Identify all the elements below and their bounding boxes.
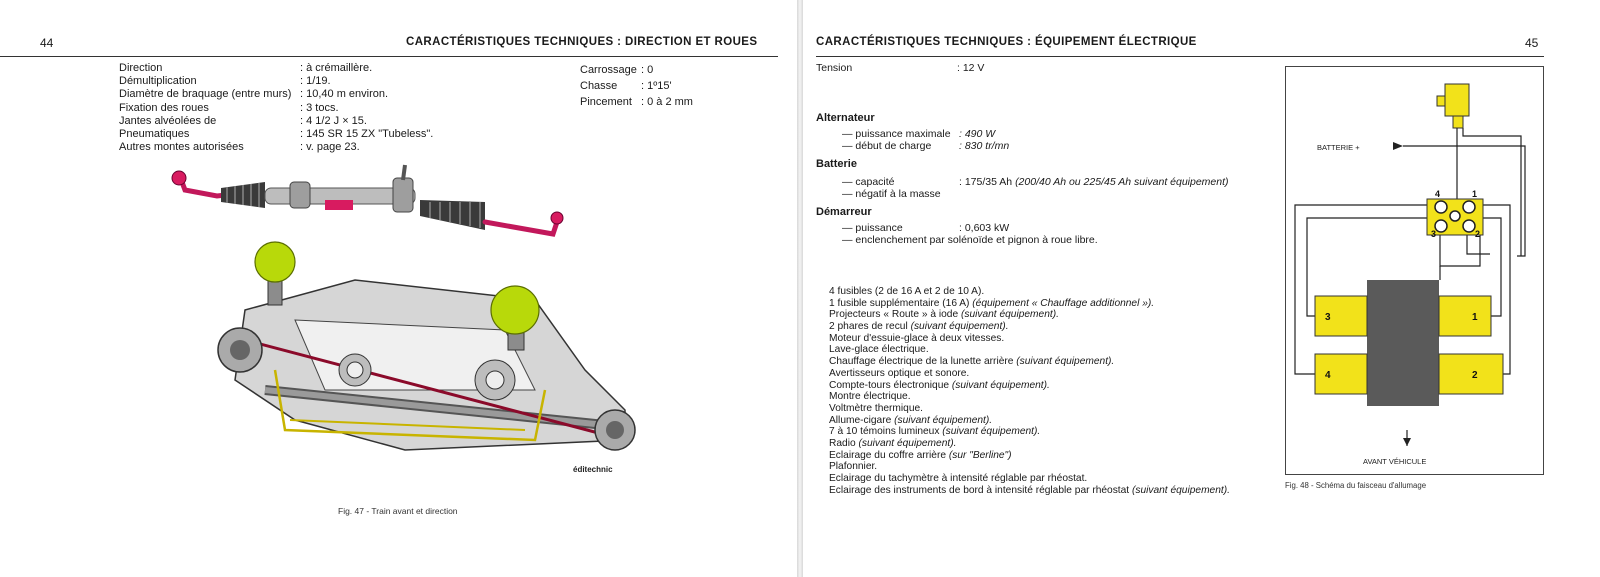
feature-note: (suivant équipement). — [960, 309, 1059, 321]
alternator-charge-start-value: : 830 tr/mn — [959, 140, 1010, 152]
diagram-frame — [1286, 67, 1544, 475]
starter-title: Démarreur — [816, 206, 872, 218]
list-item — [829, 298, 1230, 310]
tension-label: Tension — [816, 62, 853, 74]
feature-text: Montre électrique. — [829, 391, 911, 403]
feature-text: Chauffage électrique de la lunette arrière — [829, 356, 1017, 368]
coil-label-2: 2 — [1472, 370, 1478, 381]
feature-text: Allume-cigare — [829, 414, 895, 426]
spec-label: Démultiplication — [119, 75, 197, 88]
spark-coil-2 — [1439, 354, 1503, 394]
feature-text: Plafonnier. — [829, 461, 878, 473]
alternator-max-power-label: — puissance maximale — [842, 128, 951, 140]
feature-text: Eclairage du coffre arrière — [829, 449, 949, 461]
starter-power-value: : 0,603 kW — [959, 222, 1010, 234]
list-item — [829, 415, 1230, 427]
feature-note: (suivant équipement). — [894, 414, 993, 426]
feature-text: Projecteurs « Route » à iode — [829, 309, 961, 321]
steering-rack-illustration — [165, 160, 585, 250]
geometry-label: Carrossage — [580, 64, 637, 76]
feature-text: Avertisseurs optique et sonore. — [829, 367, 970, 379]
right-page-header: CARACTÉRISTIQUES TECHNIQUES : ÉQUIPEMENT ÉLECTRIQUE — [816, 36, 1197, 48]
feature-note: (suivant équipement). — [951, 379, 1050, 391]
geometry-value: : 0 — [641, 64, 654, 76]
page-number-left: 44 — [40, 36, 54, 50]
geometry-value: : 0 à 2 mm — [641, 96, 693, 108]
geometry-label: Chasse — [580, 80, 618, 92]
alternator-max-power-value: : 490 W — [959, 128, 996, 140]
header-rule-right — [816, 56, 1544, 57]
rack-boot-left — [221, 182, 265, 208]
figure-48-caption: Fig. 48 - Schéma du faisceau d'allumage — [1285, 481, 1427, 490]
list-item — [829, 356, 1230, 368]
list-item — [829, 426, 1230, 438]
specs-table — [119, 62, 433, 154]
features-list — [829, 286, 1230, 496]
feature-note: (suivant équipement). — [910, 321, 1009, 333]
spec-label: Pneumatiques — [119, 127, 190, 140]
spec-value: : 145 SR 15 ZX "Tubeless". — [300, 127, 434, 140]
left-page-header: CARACTÉRISTIQUES TECHNIQUES : DIRECTION ET ROUES — [406, 36, 758, 48]
feature-note: (suivant équipement). — [942, 426, 1041, 438]
starter-power-label: — puissance — [842, 222, 903, 234]
spec-row — [119, 115, 433, 128]
alternator-title: Alternateur — [816, 112, 875, 124]
list-item — [829, 485, 1230, 497]
list-item — [829, 286, 1230, 298]
battery-capacity-label: — capacité — [842, 176, 895, 188]
list-item — [829, 309, 1230, 321]
spec-label: Fixation des roues — [119, 101, 209, 114]
feature-note: (équipement « Chauffage additionnel »). — [972, 297, 1155, 309]
spring-top-left — [255, 242, 295, 305]
rack-boot-right — [420, 200, 485, 230]
feature-note: (sur "Berline") — [948, 449, 1012, 461]
feature-text: Lave-glace électrique. — [829, 344, 929, 356]
battery-capacity-number: : 175/35 Ah — [959, 176, 1013, 188]
list-item — [829, 450, 1230, 462]
terminal-label-1: 1 — [1472, 189, 1478, 199]
feature-text: Voltmètre thermique. — [829, 402, 923, 414]
list-item — [829, 391, 1230, 403]
list-item — [829, 321, 1230, 333]
geometry-row — [580, 78, 693, 94]
spec-label: Direction — [119, 62, 163, 74]
spark-coil-1 — [1439, 296, 1491, 336]
battery-ground-note: — négatif à la masse — [842, 188, 941, 200]
list-item — [829, 403, 1230, 415]
spec-row — [119, 102, 433, 115]
terminal-label-2: 2 — [1475, 229, 1481, 239]
page-number-right: 45 — [1525, 36, 1539, 50]
front-axle-illustration — [205, 240, 655, 490]
list-item — [829, 380, 1230, 392]
list-item — [829, 333, 1230, 345]
list-item — [829, 344, 1230, 356]
right-page — [803, 0, 1600, 577]
header-rule-left — [0, 56, 778, 57]
coil-label-4: 4 — [1325, 370, 1331, 381]
battery-capacity-note: (200/40 Ah ou 225/45 Ah suivant équipement) — [1015, 176, 1229, 188]
battery-label: BATTERIE + — [1317, 143, 1360, 152]
tension-value: : 12 V — [957, 62, 985, 74]
spark-coil-3 — [1315, 296, 1367, 336]
coil-label-1: 1 — [1472, 312, 1478, 323]
spec-value: : v. page 23. — [300, 141, 360, 154]
rack-tie-rod-right — [485, 212, 563, 234]
spec-value: : 4 1/2 J × 15. — [300, 114, 367, 127]
geometry-table — [580, 62, 693, 110]
battery-title: Batterie — [816, 158, 857, 170]
editechnic-mark: éditechnic — [573, 465, 613, 474]
starter-engagement-note: — enclenchement par solénoïde et pignon à roue libre. — [842, 234, 1098, 246]
geometry-label: Pincement — [580, 96, 632, 108]
hub-left — [218, 328, 262, 372]
engine-block — [1367, 280, 1439, 406]
spark-coil-4 — [1315, 354, 1367, 394]
terminal-label-3: 3 — [1431, 229, 1437, 239]
geometry-row — [580, 62, 693, 78]
spec-value: : à crémaillère. — [300, 62, 373, 74]
figure-47-caption: Fig. 47 - Train avant et direction — [338, 506, 458, 516]
coil-label-3: 3 — [1325, 312, 1331, 323]
left-page — [0, 0, 797, 577]
list-item — [829, 368, 1230, 380]
feature-text: 2 phares de recul — [829, 321, 911, 333]
ignition-wiring-diagram — [1285, 66, 1545, 476]
geometry-value: : 1º15' — [641, 80, 672, 92]
terminal-label-4: 4 — [1435, 189, 1441, 199]
geometry-row — [580, 94, 693, 110]
spec-row — [119, 141, 433, 154]
list-item — [829, 461, 1230, 473]
spec-row — [119, 88, 433, 101]
spec-value: : 10,40 m environ. — [300, 88, 389, 101]
feature-text: Eclairage du tachymètre à intensité réglable par rhéostat. — [829, 473, 1088, 484]
feature-note: (suivant équipement). — [858, 437, 957, 449]
hub-right — [595, 410, 635, 450]
spec-label: Autres montes autorisées — [119, 141, 244, 154]
rack-housing — [265, 165, 415, 212]
feature-text: Eclairage des instruments de bord à intensité réglable par rhéostat — [829, 484, 1132, 496]
spec-row — [119, 62, 433, 75]
feature-text: 7 à 10 témoins lumineux — [829, 426, 943, 438]
spec-label: Diamètre de braquage (entre murs) — [119, 88, 292, 101]
alternator-charge-start-label: — début de charge — [842, 140, 932, 152]
spec-value: : 3 tocs. — [300, 101, 339, 114]
feature-text: Radio — [829, 437, 859, 449]
feature-text: 1 fusible supplémentaire (16 A) — [829, 297, 973, 309]
battery-capacity-value — [959, 176, 1229, 188]
feature-note: (suivant équipement). — [1131, 484, 1230, 496]
feature-text: Moteur d'essuie-glace à deux vitesses. — [829, 332, 1005, 344]
feature-text: Compte-tours électronique — [829, 379, 952, 391]
feature-text: 4 fusibles (2 de 16 A et 2 de 10 A). — [829, 286, 985, 297]
spec-row — [119, 75, 433, 88]
list-item — [829, 438, 1230, 450]
front-label: AVANT VÉHICULE — [1363, 457, 1427, 466]
list-item — [829, 473, 1230, 485]
spec-label: Jantes alvéolées de — [119, 114, 217, 127]
spec-value: : 1/19. — [300, 75, 331, 88]
feature-note: (suivant équipement). — [1016, 356, 1115, 368]
spec-row — [119, 128, 433, 141]
